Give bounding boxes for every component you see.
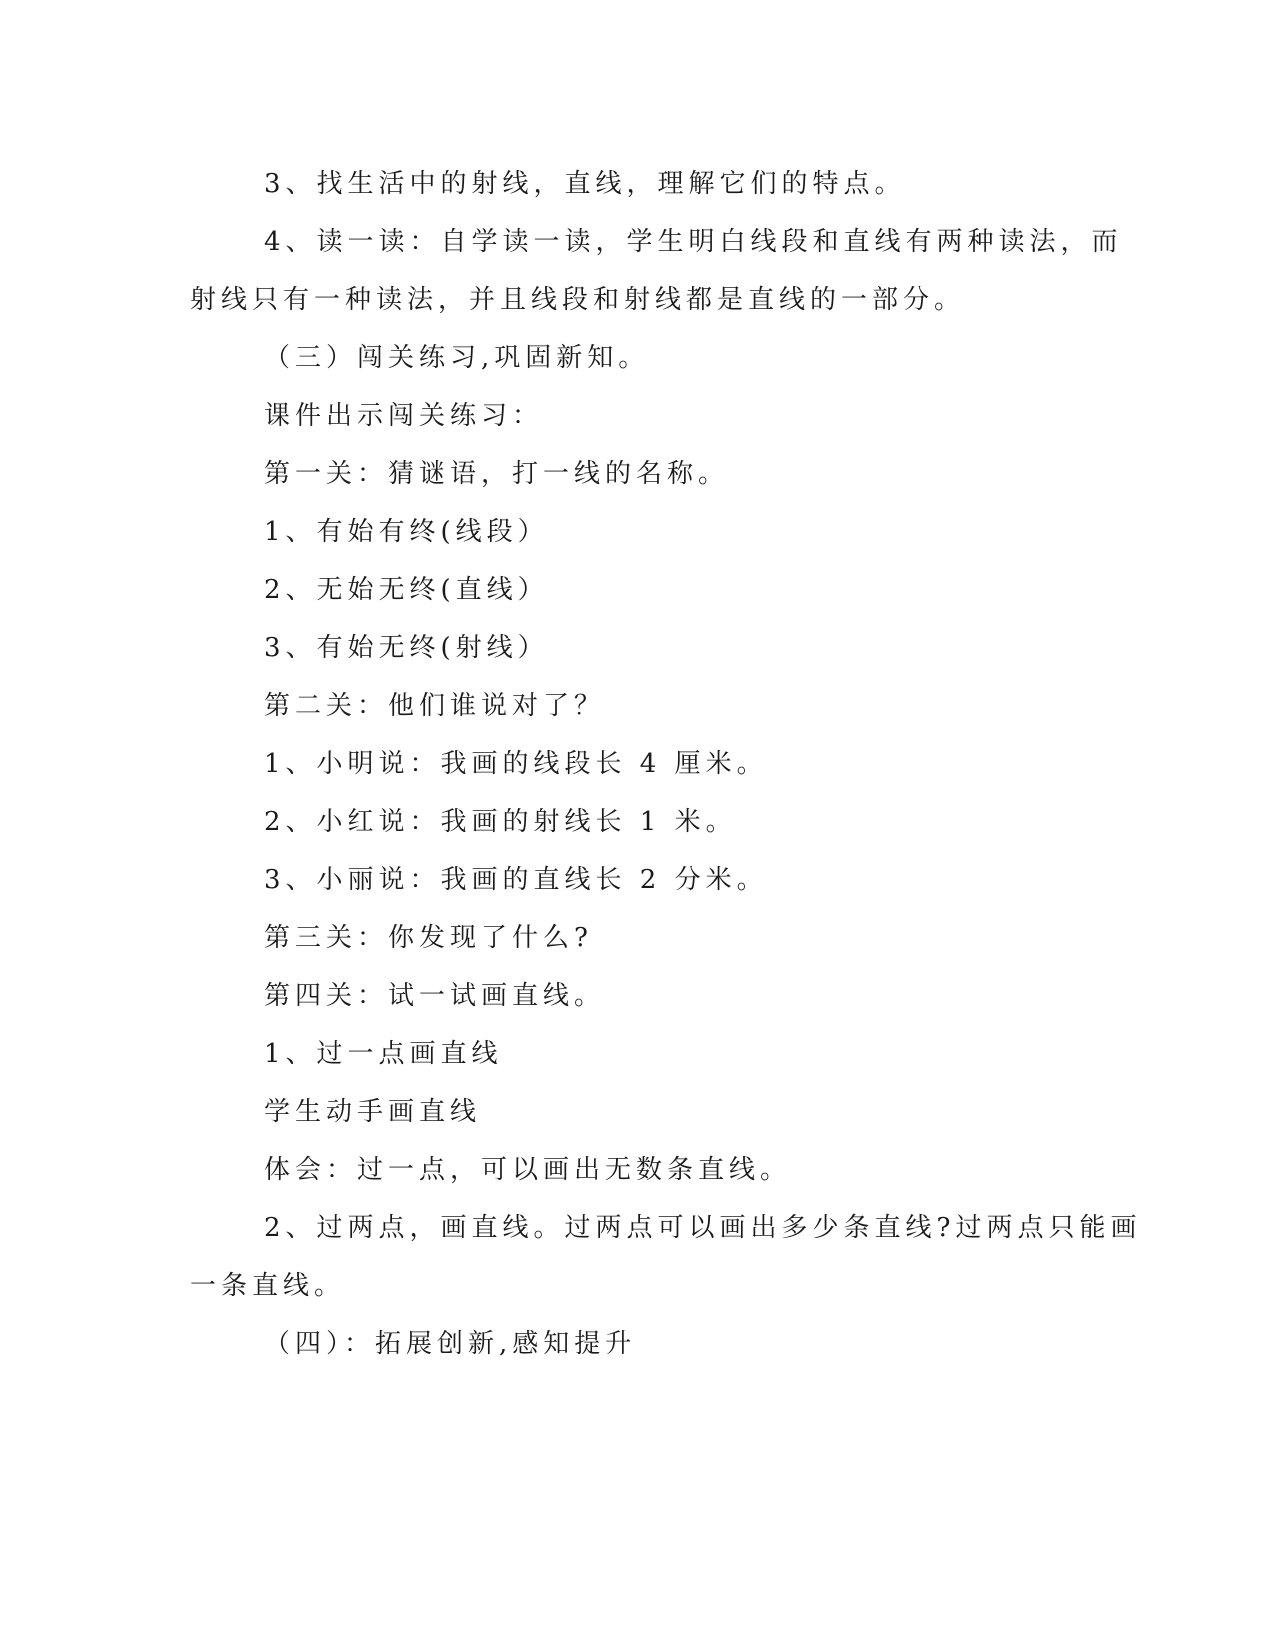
paragraph-line: 学生动手画直线 [264, 1097, 482, 1127]
list-item: 3、小丽说：我画的直线长 2 分米。 [264, 865, 768, 895]
paragraph-line: 课件出示闯关练习： [264, 401, 544, 431]
section-heading: （四）：拓展创新,感知提升 [264, 1329, 637, 1359]
paragraph-line: 第三关：你发现了什么? [264, 923, 593, 953]
paragraph-line: 射线只有一种读法，并且线段和射线都是直线的一部分。 [190, 285, 966, 315]
list-item: 1、小明说：我画的线段长 4 厘米。 [264, 749, 768, 779]
list-item: 1、有始有终(线段） [264, 517, 549, 547]
paragraph-line: 体会：过一点，可以画出无数条直线。 [264, 1155, 792, 1185]
paragraph-line: 3、找生活中的射线，直线，理解它们的特点。 [264, 169, 906, 199]
paragraph-line: 4、读一读：自学读一读，学生明白线段和直线有两种读法，而 [264, 227, 1123, 257]
paragraph-line: 第四关：试一试画直线。 [264, 981, 606, 1011]
list-item: 2、过两点，画直线。过两点可以画出多少条直线?过两点只能画 [264, 1213, 1142, 1243]
list-item: 3、有始无终(射线） [264, 633, 549, 663]
list-item: 2、小红说：我画的射线长 1 米。 [264, 807, 737, 837]
list-item: 1、过一点画直线 [264, 1039, 503, 1069]
section-heading: （三）闯关练习,巩固新知。 [264, 343, 650, 373]
paragraph-line: 第一关：猜谜语，打一线的名称。 [264, 459, 730, 489]
list-item: 2、无始无终(直线） [264, 575, 549, 605]
paragraph-line: 第二关：他们谁说对了？ [264, 691, 606, 721]
paragraph-line: 一条直线。 [190, 1271, 346, 1301]
